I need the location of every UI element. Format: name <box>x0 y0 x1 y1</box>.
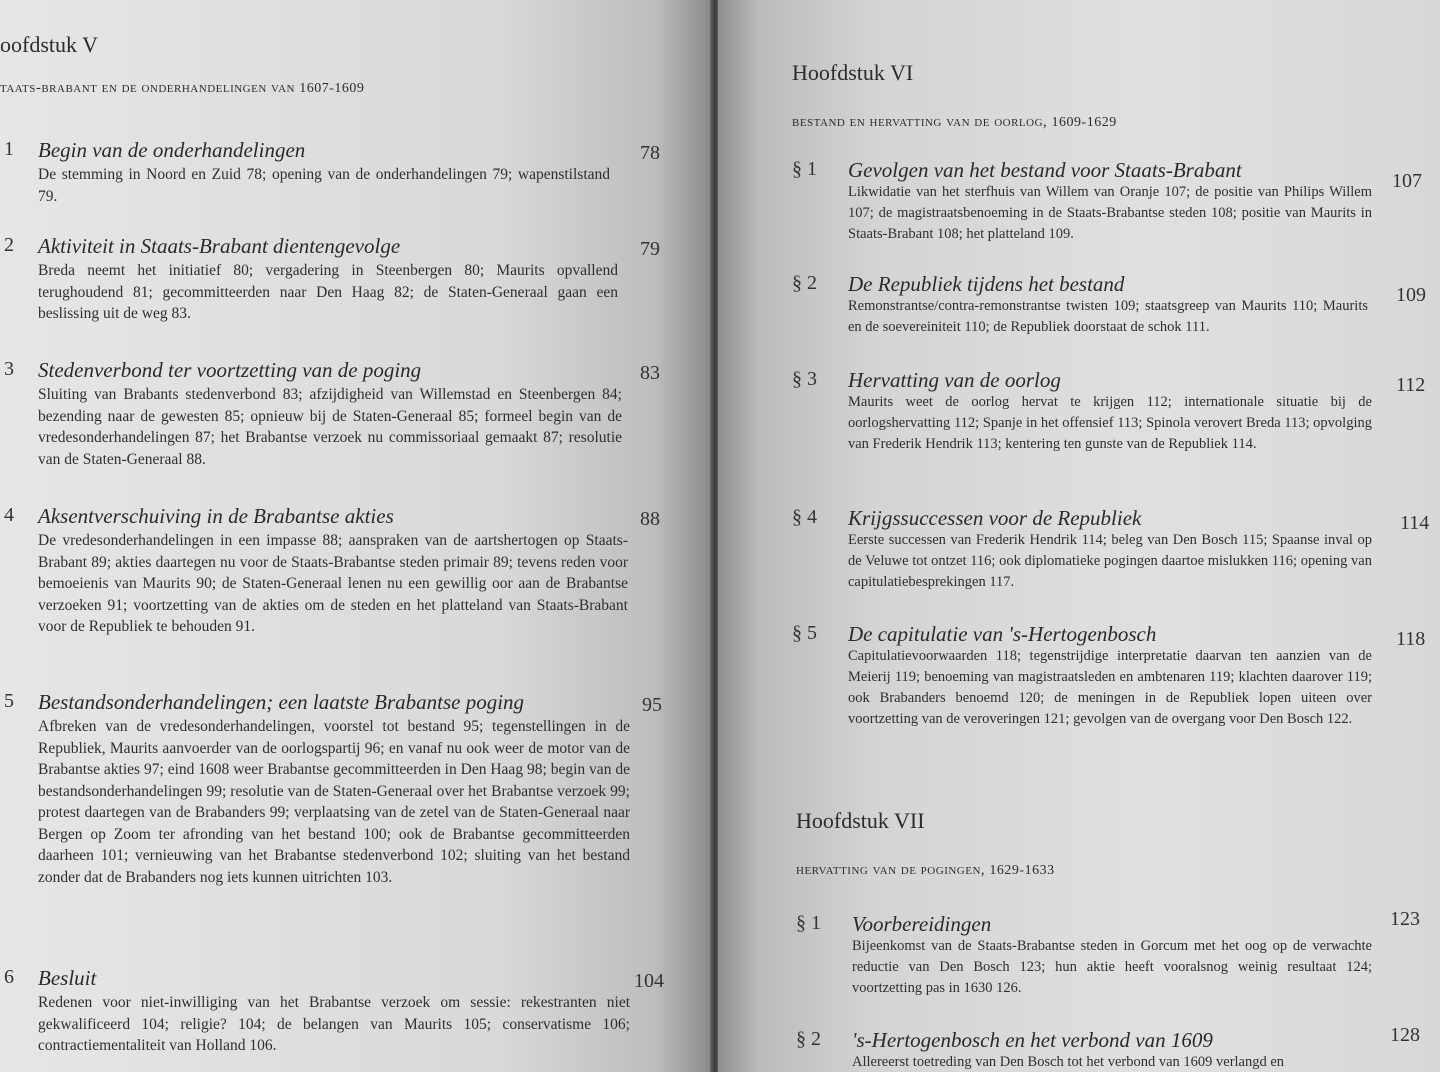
page-number: 79 <box>640 238 660 260</box>
section-number: 4 <box>4 504 14 526</box>
section-number: 1 <box>4 138 14 160</box>
section-title: Bestandsonderhandelingen; een laatste Brabantse poging <box>38 690 525 714</box>
page-number: 128 <box>1390 1024 1420 1046</box>
section-title: Gevolgen van het bestand voor Staats-Brabant <box>848 158 1242 182</box>
page-number: 118 <box>1396 628 1426 650</box>
section-title: Krijgssuccessen voor de Republiek <box>848 506 1142 530</box>
section-number: § 4 <box>792 506 817 528</box>
chapter-years: 1629-1633 <box>989 863 1055 878</box>
section-title: 's-Hertogenbosch en het verbond van 1609 <box>852 1028 1213 1052</box>
page-number: 114 <box>1400 512 1430 534</box>
section-title: Aktiviteit in Staats-Brabant dientengevolge <box>38 234 401 258</box>
section-description: Maurits weet de oorlog hervat te krijgen 112; internationale situatie bij de oorlogshervatting 112; Spanje in het offensief 113; Spinola verovert Breda 113; opvolging van Frederik Hendrik 113; kentering ten gunste van de Republiek 114. <box>848 394 1372 452</box>
section-title: De capitulatie van 's-Hertogenbosch <box>848 622 1157 646</box>
section-number: 2 <box>4 234 14 256</box>
section-number: 6 <box>4 966 14 988</box>
section-description: Bijeenkomst van de Staats-Brabantse steden in Gorcum met het oog op de verwachte reductie van Den Bosch 123; hun aktie heeft vooralsnog weinig resultaat 124; voortzetting pas in 1630 126. <box>852 938 1372 996</box>
section-number: § 1 <box>792 158 817 180</box>
chapter-title-text: hervatting van de pogingen, <box>796 862 986 878</box>
section-title: Stedenverbond ter voortzetting van de poging <box>38 358 422 382</box>
page-number: 123 <box>1390 908 1420 930</box>
left-page <box>0 0 712 1072</box>
section-description: De stemming in Noord en Zuid 78; opening van de onderhandelingen 79; wapenstilstand 79. <box>38 166 610 205</box>
section-number: 5 <box>4 690 14 712</box>
section-number: § 2 <box>796 1028 821 1050</box>
page-number: 112 <box>1396 374 1426 396</box>
page-number: 109 <box>1396 284 1426 306</box>
right-page <box>718 0 1440 1072</box>
page-number: 95 <box>642 694 662 716</box>
section-title: Voorbereidingen <box>852 912 992 936</box>
chapter-years: 1607-1609 <box>299 81 365 96</box>
section-title: De Republiek tijdens het bestand <box>848 272 1125 296</box>
chapter-title <box>0 80 364 97</box>
section-number: § 1 <box>796 912 821 934</box>
chapter-heading-2: Hoofdstuk VII <box>796 808 925 833</box>
chapter-years: 1609-1629 <box>1051 115 1117 130</box>
section-number: 3 <box>4 358 14 380</box>
chapter-title-text: taats-brabant en de onderhandelingen van <box>0 80 295 96</box>
chapter-heading: Hoofdstuk VI <box>792 60 914 85</box>
section-description: Sluiting van Brabants stedenverbond 83; afzijdigheid van Willemstad en Steenbergen 84; bezending naar de gewesten 85; opnieuw bij de Staten-Generaal 85; formeel begin van de vredesonderhandelingen 87; het Brabantse verzoek nu commissoriaal gemaakt 87; resolutie van de Staten-Generaal 88. <box>38 386 622 468</box>
section-description: Capitulatievoorwaarden 118; tegenstrijdige interpretatie daarvan ten aanzien van de Meierij 119; benoeming van magistraatsleden en ambtenaren 119; klachten daarover 119; ook Brabanders benoemd 120; de meningen in de Republiek lopen uiteen over voortzetting van de veroveringen 121; gevolgen van de overgang voor Den Bosch 122. <box>848 648 1372 727</box>
chapter-title-text: bestand en hervatting van de oorlog, <box>792 114 1048 130</box>
section-description: Likwidatie van het sterfhuis van Willem van Oranje 107; de positie van Philips Willem 107; de magistraatsbenoeming in de Staats-Brabantse steden 108; positie van Maurits in Staats-Brabant 108; het platteland 109. <box>848 184 1372 242</box>
section-description: Afbreken van de vredesonderhandelingen, voorstel tot bestand 95; tegenstellingen in de Republiek, Maurits aanvoerder van de oorlogspartij 96; en vanaf nu ook weer de motor van de Brabantse akties 97; eind 1608 weer Brabantse gecommitteerden in Den Haag 98; begin van de bestandsonderhandelingen 99; resolutie van de Staten-Generaal over het Brabantse verzoek 99; protest daartegen van de Brabanders 99; verplaatsing van de zetel van de Staten-Generaal naar Bergen op Zoom ter afronding van het bestand 100; ook de Brabantse gecommitteerden daarheen 101; vernieuwing van het Brabantse stedenverbond 102; sluiting van het bestand zonder dat de Brabanders nog iets kunnen uitrichten 103. <box>38 718 630 886</box>
section-description: De vredesonderhandelingen in een impasse 88; aanspraken van de aartshertogen op Staats-Brabant 89; akties daartegen nu voor de Staats-Brabantse steden primair 89; tevens reden voor bemoeienis van Maurits 90; de Staten-Generaal lenen nu een gewillig oor aan de Brabantse verzoeken 91; voortzetting van de akties om de steden en het platteland van Staats-Brabant voor de Republiek te behouden 91. <box>38 532 628 635</box>
section-title: Begin van de onderhandelingen <box>38 138 306 162</box>
chapter-title-2 <box>796 862 1055 879</box>
section-title: Hervatting van de oorlog <box>848 368 1061 392</box>
section-description: Redenen voor niet-inwilliging van het Brabantse verzoek om sessie: rekestranten niet gekwalificeerd 104; religie? 104; de belangen van Maurits 105; conservatisme 106; contractiementaliteit van Holland 106. <box>38 994 630 1054</box>
page-number: 107 <box>1392 170 1422 192</box>
page-number: 88 <box>640 508 660 530</box>
chapter-title <box>792 114 1117 131</box>
section-number: § 5 <box>792 622 817 644</box>
section-title: Aksentverschuiving in de Brabantse akties <box>38 504 394 528</box>
section-description: Allereerst toetreding van Den Bosch tot het verbond van 1609 verlangd en <box>852 1054 1285 1070</box>
page-number: 83 <box>640 362 660 384</box>
section-description: Eerste successen van Frederik Hendrik 114; beleg van Den Bosch 115; Spaanse inval op de Veluwe tot ontzet 116; ook diplomatieke pogingen daartoe mislukken 116; opening van capitulatiebesprekingen 117. <box>848 532 1372 590</box>
section-number: § 3 <box>792 368 817 390</box>
page-number: 104 <box>634 970 664 992</box>
section-number: § 2 <box>792 272 817 294</box>
chapter-heading: oofdstuk V <box>0 32 98 57</box>
section-description: Breda neemt het initiatief 80; vergadering in Steenbergen 80; Maurits opvallend terughoudend 81; gecommitteerden naar Den Haag 82; de Staten-Generaal gaan een beslissing uit de weg 83. <box>38 262 618 322</box>
section-description: Remonstrantse/contra-remonstrantse twisten 109; staatsgreep van Maurits 110; Maurits en de soevereiniteit 110; de Republiek doorstaat de schok 111. <box>848 298 1368 335</box>
page-number: 78 <box>640 142 660 164</box>
section-title: Besluit <box>38 966 97 990</box>
